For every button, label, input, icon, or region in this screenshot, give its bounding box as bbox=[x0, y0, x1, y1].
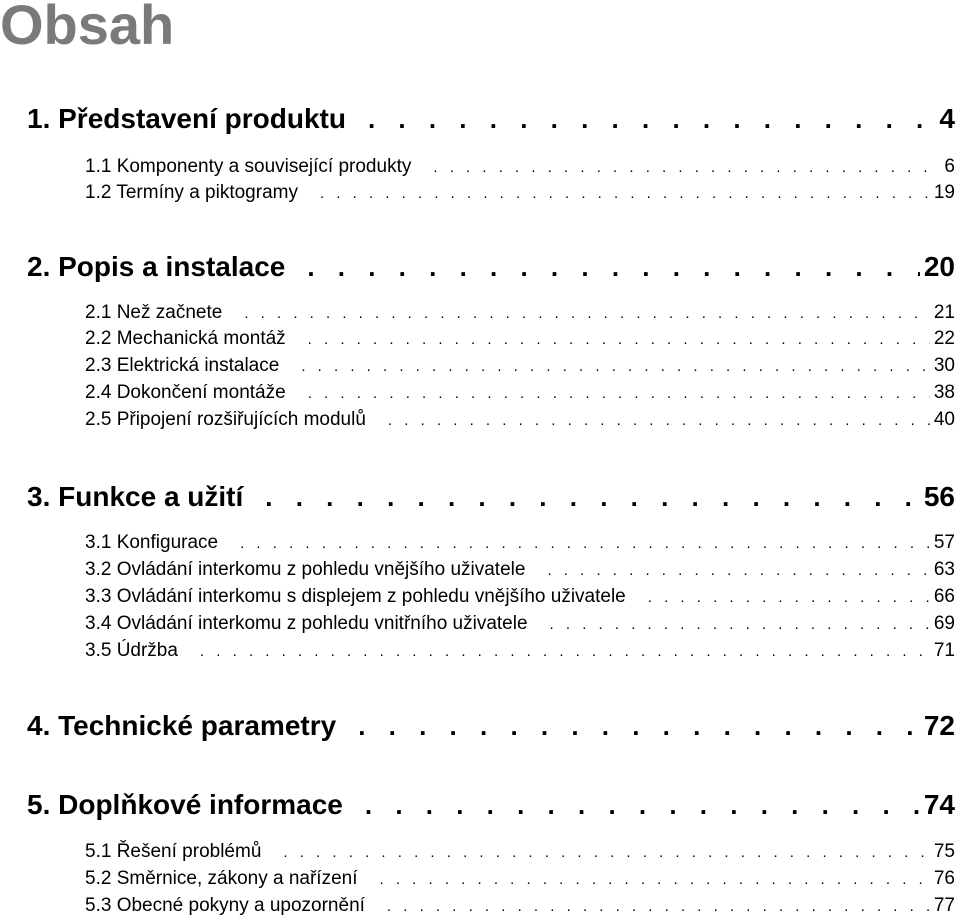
section-title: 1.1 Komponenty a související produkty bbox=[85, 156, 412, 177]
toc-chapter-1[interactable] bbox=[27, 102, 955, 136]
toc-section-3-5[interactable] bbox=[27, 638, 955, 664]
section-page-number: 19 bbox=[933, 182, 955, 203]
dot-leader bbox=[308, 381, 930, 407]
toc-section-5-3[interactable] bbox=[27, 893, 955, 919]
section-page-number: 6 bbox=[944, 156, 955, 177]
toc-section-2-3[interactable] bbox=[27, 353, 955, 379]
dot-leader bbox=[547, 558, 929, 584]
section-page-number: 63 bbox=[933, 559, 955, 580]
section-title: 3.1 Konfigurace bbox=[85, 532, 219, 553]
section-page-number: 69 bbox=[933, 613, 955, 634]
toc-chapter-3[interactable] bbox=[27, 480, 955, 514]
toc-section-3-1[interactable] bbox=[27, 530, 955, 556]
chapter-page-number: 20 bbox=[923, 251, 955, 282]
dot-leader bbox=[265, 480, 920, 514]
dot-leader bbox=[648, 585, 930, 611]
section-page-number: 77 bbox=[933, 895, 955, 916]
chapter-page-number: 74 bbox=[923, 789, 955, 820]
section-page-number: 40 bbox=[933, 409, 955, 430]
chapter-page-number: 4 bbox=[939, 103, 955, 134]
dot-leader bbox=[550, 612, 930, 638]
section-title: 3.4 Ovládání interkomu z pohledu vnitřního uživatele bbox=[85, 613, 528, 634]
dot-leader bbox=[244, 301, 930, 327]
page-title: Obsah bbox=[0, 0, 175, 56]
dot-leader bbox=[200, 639, 930, 665]
toc-chapter-4[interactable] bbox=[27, 709, 955, 743]
toc-section-2-5[interactable] bbox=[27, 407, 955, 433]
dot-leader bbox=[307, 250, 920, 284]
toc-chapter-5[interactable] bbox=[27, 788, 955, 822]
dot-leader bbox=[320, 181, 930, 207]
section-title: 2.4 Dokončení montáže bbox=[85, 382, 286, 403]
section-title: 5.2 Směrnice, zákony a nařízení bbox=[85, 868, 358, 889]
section-page-number: 75 bbox=[933, 841, 955, 862]
section-title: 5.3 Obecné pokyny a upozornění bbox=[85, 895, 365, 916]
section-title: 3.2 Ovládání interkomu z pohledu vnějšího uživatele bbox=[85, 559, 526, 580]
section-page-number: 30 bbox=[933, 355, 955, 376]
toc-section-1-2[interactable] bbox=[27, 180, 955, 206]
chapter-title: 2. Popis a instalace bbox=[27, 251, 286, 282]
toc-section-3-4[interactable] bbox=[27, 611, 955, 637]
section-page-number: 21 bbox=[933, 302, 955, 323]
toc-chapter-2[interactable] bbox=[27, 250, 955, 284]
chapter-title: 4. Technické parametry bbox=[27, 710, 337, 741]
dot-leader bbox=[240, 531, 930, 557]
dot-leader bbox=[387, 894, 930, 920]
toc-section-3-3[interactable] bbox=[27, 584, 955, 610]
chapter-title: 3. Funkce a užití bbox=[27, 481, 244, 512]
chapter-title: 1. Představení produktu bbox=[27, 103, 346, 134]
toc-section-2-1[interactable] bbox=[27, 300, 955, 326]
dot-leader bbox=[283, 840, 929, 866]
toc-section-5-1[interactable] bbox=[27, 839, 955, 865]
dot-leader bbox=[368, 102, 935, 136]
section-title: 5.1 Řešení problémů bbox=[85, 841, 262, 862]
dot-leader bbox=[433, 155, 940, 181]
dot-leader bbox=[379, 867, 929, 893]
section-page-number: 76 bbox=[933, 868, 955, 889]
section-title: 2.3 Elektrická instalace bbox=[85, 355, 280, 376]
section-page-number: 22 bbox=[933, 328, 955, 349]
toc-section-1-1[interactable] bbox=[27, 154, 955, 180]
chapter-page-number: 56 bbox=[923, 481, 955, 512]
dot-leader bbox=[365, 788, 920, 822]
section-page-number: 71 bbox=[933, 640, 955, 661]
section-title: 2.5 Připojení rozšiřujících modulů bbox=[85, 409, 366, 430]
section-page-number: 66 bbox=[933, 586, 955, 607]
section-page-number: 38 bbox=[933, 382, 955, 403]
dot-leader bbox=[301, 354, 930, 380]
chapter-title: 5. Doplňkové informace bbox=[27, 789, 343, 820]
section-page-number: 57 bbox=[933, 532, 955, 553]
dot-leader bbox=[308, 327, 930, 353]
toc-section-3-2[interactable] bbox=[27, 557, 955, 583]
section-title: 2.1 Než začnete bbox=[85, 302, 223, 323]
section-title: 2.2 Mechanická montáž bbox=[85, 328, 286, 349]
section-title: 3.5 Údržba bbox=[85, 640, 178, 661]
toc-section-2-2[interactable] bbox=[27, 326, 955, 352]
toc-section-5-2[interactable] bbox=[27, 866, 955, 892]
section-title: 1.2 Termíny a piktogramy bbox=[85, 182, 298, 203]
dot-leader bbox=[388, 408, 930, 434]
dot-leader bbox=[358, 709, 920, 743]
section-title: 3.3 Ovládání interkomu s displejem z pohledu vnějšího uživatele bbox=[85, 586, 626, 607]
toc-section-2-4[interactable] bbox=[27, 380, 955, 406]
chapter-page-number: 72 bbox=[923, 710, 955, 741]
